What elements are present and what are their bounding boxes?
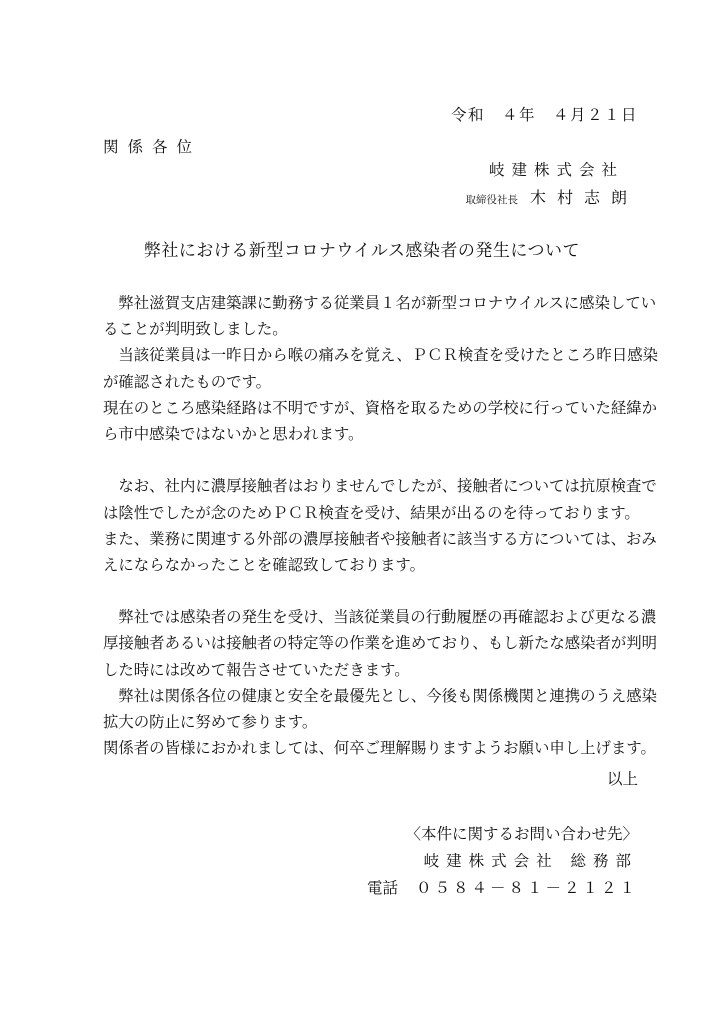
- contact-heading: 〈本件に関するお問い合わせ先〉: [405, 825, 638, 843]
- body-line: 関係者の皆様におかれましては、何卒ご理解賜りますようお願い申し上げます。: [103, 739, 656, 758]
- body-line: 弊社は関係各位の健康と安全を最優先とし、今後も関係機関と連携のうえ感染: [103, 686, 658, 705]
- sender-title: 取締役社長: [465, 194, 518, 206]
- body-line: 現在のところ感染経路は不明ですが、資格を取るための学校に行っていた経緯か: [103, 398, 658, 417]
- body-line: ら市中感染ではないかと思われます。: [103, 424, 364, 443]
- body-line: えにならなかったことを確認致しております。: [103, 555, 425, 574]
- body-line: した時には改めて報告させていただきます。: [103, 660, 410, 679]
- body-line: ることが判明致しました。: [103, 320, 288, 339]
- sender-name: 木村志朗: [529, 188, 638, 207]
- body-line: は陰性でしたが念のためＰＣＲ検査を受け、結果が出るのを待っております。: [103, 503, 640, 522]
- contact-phone: [367, 876, 638, 898]
- body-line: 拡大の防止に努めて参ります。: [103, 713, 318, 731]
- body-line: 弊社では感染者の発生を受け、当該従業員の行動履歴の再確認および更なる濃: [103, 608, 657, 627]
- paragraph-gap: [103, 447, 643, 473]
- document-title: 弊社における新型コロナウイルス感染者の発生について: [143, 241, 581, 261]
- paragraph-gap: [103, 578, 643, 604]
- body-line: が確認されたものです。: [103, 372, 272, 391]
- document-body: [103, 290, 658, 761]
- phone-number: ０５８４－８１－２１２１: [415, 879, 638, 897]
- body-line: また、業務に関連する外部の濃厚接触者や接触者に該当する方については、おみ: [103, 529, 657, 548]
- body-line: なお、社内に濃厚接触者はおりませんでしたが、接触者については抗原検査で: [103, 477, 657, 496]
- sender-signature-block: [465, 185, 638, 208]
- phone-label: 電話: [366, 879, 398, 897]
- body-line: 厚接触者あるいは接触者の特定等の作業を進めており、もし新たな感染者が判明: [103, 634, 658, 653]
- closing-word: 以上: [606, 770, 638, 788]
- body-line: 当該従業員は一昨日から喉の痛みを覚え、ＰＣＲ検査を受けたところ昨日感染: [103, 346, 658, 365]
- sender-company: 岐建株式会社: [488, 161, 624, 179]
- contact-company: 岐建株式会社 総務部: [423, 852, 638, 870]
- body-line: 弊社滋賀支店建築課に勤務する従業員１名が新型コロナウイルスに感染してい: [103, 294, 657, 312]
- document-date: 令和 ４年 ４月２１日: [450, 106, 638, 124]
- recipients-line: 関係各位: [103, 138, 202, 156]
